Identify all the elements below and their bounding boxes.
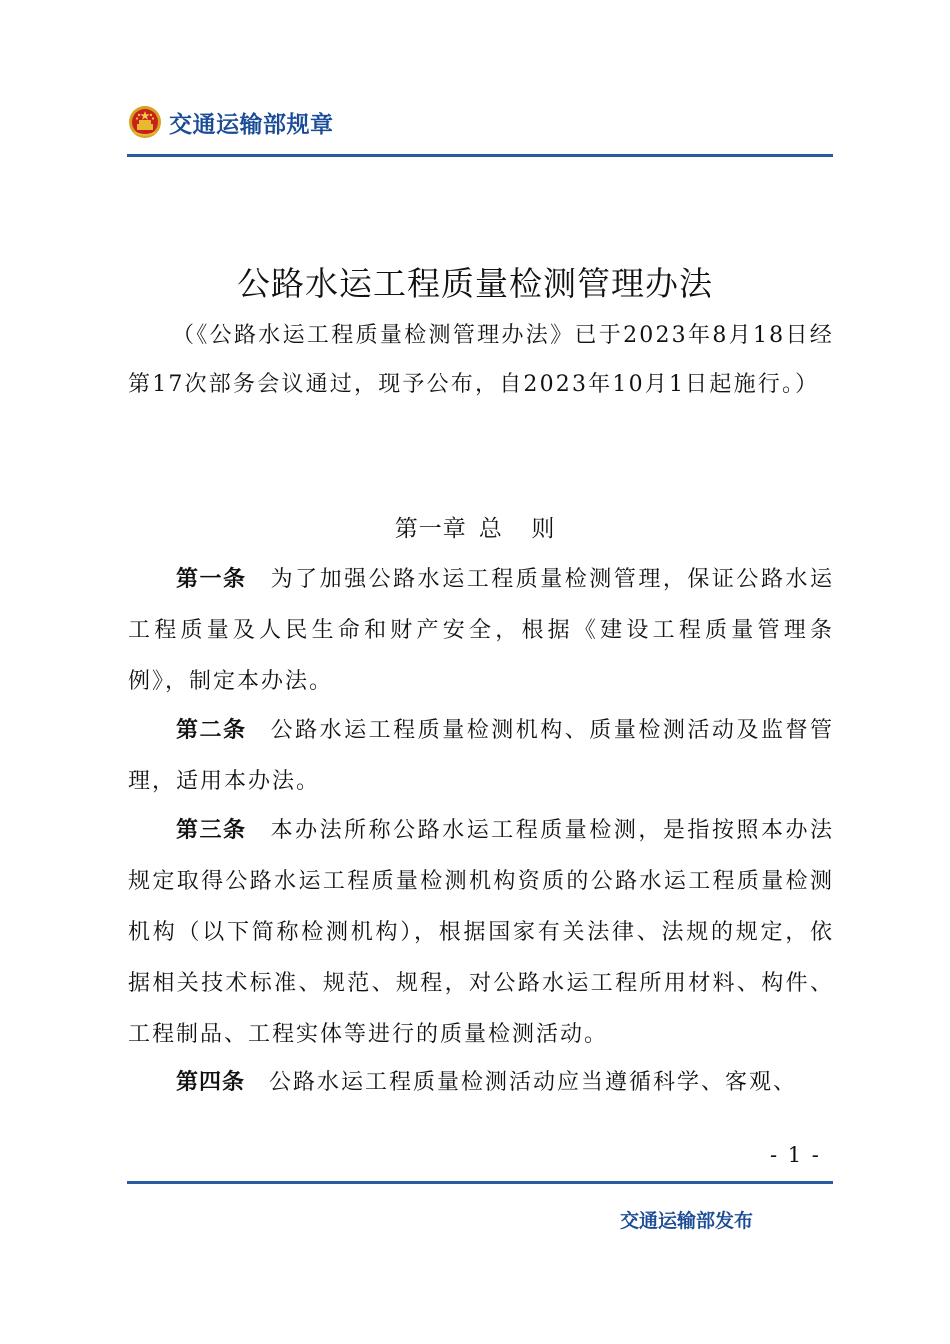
footer-divider [127,1181,833,1184]
article-label: 第三条 [176,818,247,843]
publisher-footer: 交通运输部发布 [620,1210,754,1232]
national-emblem-icon [128,105,162,139]
document-title: 公路水运工程质量检测管理办法 [237,264,713,303]
header-title: 交通运输部规章 [169,111,334,138]
article-2 [128,705,834,807]
header-divider [127,154,833,157]
promulgation-note: （《公路水运工程质量检测管理办法》已于2023年8月18日经第17次部务会议通过，现予公布，自2023年10月1日起施行。） [128,323,834,397]
article-text: 公路水运工程质量检测活动应当遵循科学、客观、 [269,1070,798,1095]
article-text: 本办法所称公路水运工程质量检测，是指按照本办法规定取得公路水运工程质量检测机构资质的公路水运工程质量检测机构（以下简称检测机构），根据国家有关法律、法规的规定，依据相关技术标准、规范、规程，对公路水运工程所用材料、构件、工程制品、工程实体等进行的质量检测活动。 [128,818,834,1047]
article-label: 第二条 [176,718,247,743]
chapter-name-part2: 则 [531,516,556,542]
article-3 [128,805,834,1060]
article-text: 公路水运工程质量检测机构、质量检测活动及监督管理，适用本办法。 [128,718,834,794]
document-header [128,101,334,143]
chapter-name-part1: 总 [478,516,503,542]
page-number: - 1 - [770,1143,821,1167]
chapter-heading [0,510,950,543]
chapter-number: 第一章 [394,516,467,542]
article-label: 第四条 [176,1070,246,1095]
article-1 [128,554,834,707]
article-label: 第一条 [176,567,247,592]
article-text: 为了加强公路水运工程质量检测管理，保证公路水运工程质量及人民生命和财产安全，根据《建设工程质量管理条例》，制定本办法。 [128,567,834,694]
article-4 [128,1057,834,1108]
